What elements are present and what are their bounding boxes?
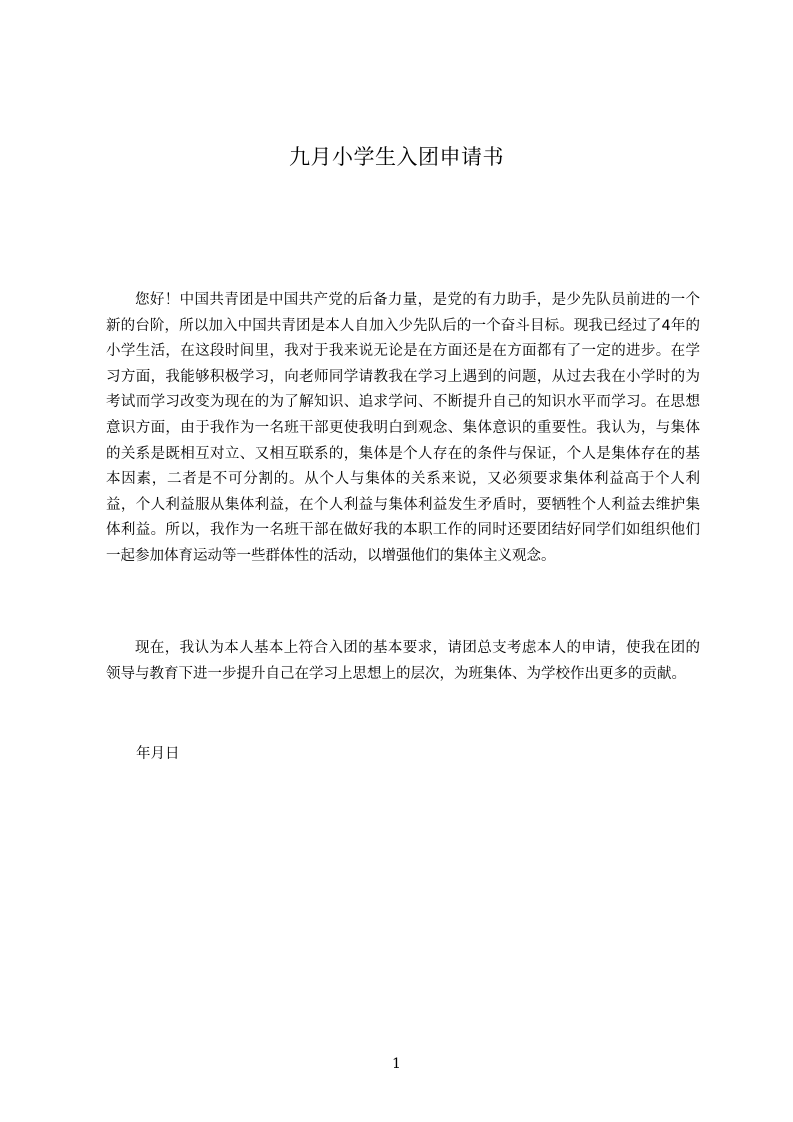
body-paragraph-1: 您好！中国共青团是中国共产党的后备力量，是党的有力助手，是少先队员前进的一个新的台阶，所以加入中国共青团是本人自加入少先队后的一个奋斗目标。现我已经过了4年的小学生活，在这段时间里，我对于我来说无论是在方面还是在方面都有了一定的进步。在学习方面，我能够积极学习，向老师同学请教我在学习上遇到的问题，从过去我在小学时的为考试而学习改变为现在的为了解知识、追求学问、不断提升自己的知识水平而学习。在思想意识方面，由于我作为一名班干部更使我明白到观念、集体意识的重要性。我认为，与集体的关系是既相互对立、又相互联系的，集体是个人存在的条件与保证，个人是集体存在的基本因素，二者是不可分割的。从个人与集体的关系来说，又必须要求集体利益高于个人利益，个人利益服从集体利益，在个人利益与集体利益发生矛盾时，要牺牲个人利益去维护集体利益。所以，我作为一名班干部在做好我的本职工作的同时还要团结好同学们如组织他们一起参加体育运动等一些群体性的活动，以增强他们的集体主义观念。	[106, 292, 700, 564]
document-title: 九月小学生入团申请书	[289, 145, 504, 169]
page-number: 1	[392, 1056, 401, 1072]
date-line: 年月日	[136, 746, 180, 762]
body-paragraph-2: 现在，我认为本人基本上符合入团的基本要求，请团总支考虑本人的申请，使我在团的领导与教育下进一步提升自己在学习上思想上的层次，为班集体、为学校作出更多的贡献。	[106, 640, 700, 682]
